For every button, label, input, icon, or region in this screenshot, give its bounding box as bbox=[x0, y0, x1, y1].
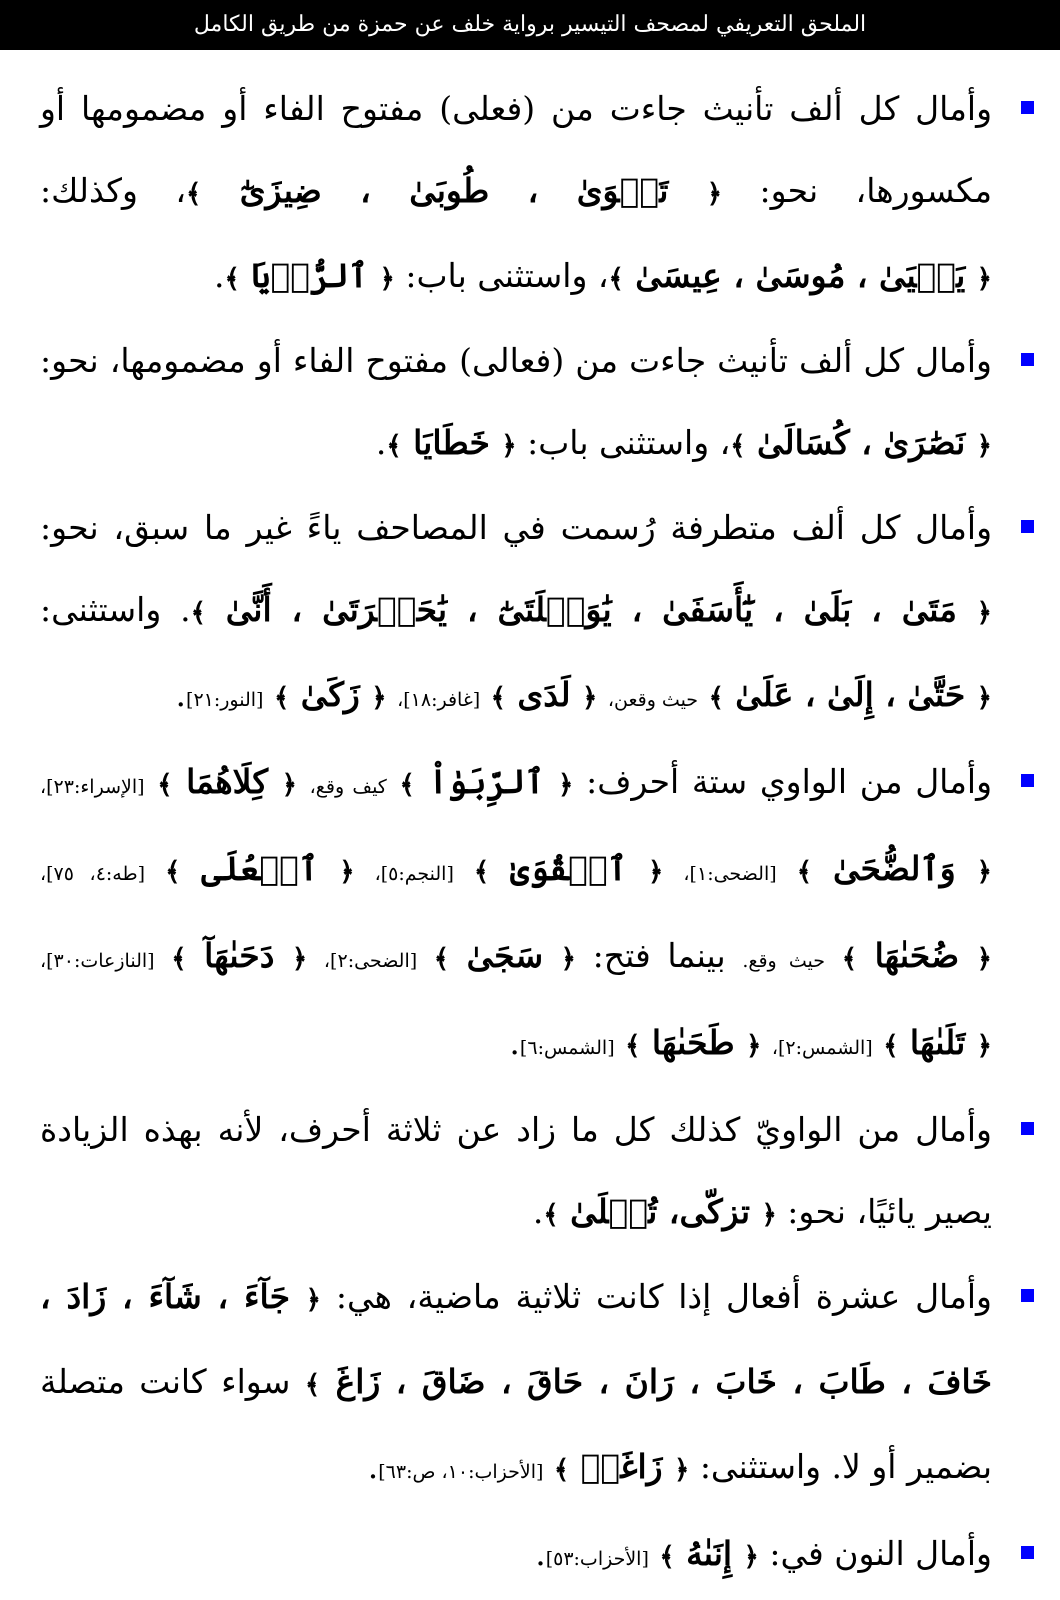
quran-words: كِلَاهُمَا bbox=[186, 762, 269, 801]
rule-text: . bbox=[213, 256, 225, 295]
quran-words: لَدَى bbox=[517, 675, 571, 714]
rule-paragraph-3 bbox=[40, 487, 992, 741]
quran-words: ٱلۡعُلَى bbox=[201, 849, 319, 888]
quran-words: ضُحَىٰهَا bbox=[874, 936, 960, 975]
quran-quote bbox=[491, 675, 598, 714]
rule-text: . bbox=[375, 423, 387, 462]
quran-words: زَاغَتۡ bbox=[580, 1447, 663, 1486]
ornament-open: ﴿ bbox=[501, 431, 517, 461]
ornament-open: ﴿ bbox=[976, 598, 993, 628]
reference-note: [الضحى:٢]، bbox=[323, 950, 418, 972]
page-header bbox=[0, 0, 1060, 50]
rule-text: . bbox=[532, 1192, 544, 1231]
quran-quote bbox=[157, 762, 297, 801]
ornament-open: ﴿ bbox=[582, 683, 598, 713]
ornament-open: ﴿ bbox=[558, 770, 574, 800]
rule-text: وأمال من الواوي ستة أحرف: bbox=[573, 762, 993, 801]
quran-quote bbox=[797, 849, 992, 888]
quran-words: نَصَٰرَىٰ ، كُسَالَىٰ bbox=[757, 423, 966, 462]
rule-text: وأمال كل ألف متطرفة رُسمت في المصاحف ياءً غير ما سبق، نحو: bbox=[40, 508, 992, 547]
quran-words: دَحَىٰهَآ bbox=[204, 936, 275, 975]
quran-words: حَتَّىٰ ، إِلَىٰ ، عَلَىٰ bbox=[735, 675, 966, 714]
quran-quote bbox=[224, 256, 394, 295]
reference-note: حيث وقع. bbox=[742, 950, 826, 972]
ornament-close: ﴾ bbox=[399, 770, 415, 800]
square-bullet-icon bbox=[1021, 774, 1034, 787]
rule-text: ، واستثنى باب: bbox=[394, 256, 609, 295]
ornament-open: ﴿ bbox=[976, 944, 992, 974]
rule-text: وأمال كل ألف تأنيث جاءت من (فعلى) مفتوح الفاء أو مضمومها أو مكسورها، نحو: bbox=[40, 89, 992, 210]
ornament-open: ﴿ bbox=[761, 1200, 777, 1230]
square-bullet-icon bbox=[1021, 353, 1034, 366]
ornament-open: ﴿ bbox=[746, 1031, 762, 1061]
quran-words: خَطَايَا bbox=[413, 423, 490, 462]
ornament-close: ﴾ bbox=[273, 683, 290, 713]
rule-text: ، وكذلك: bbox=[40, 171, 187, 210]
reference-note: [النور:٢١] bbox=[186, 689, 264, 711]
page-title: الملحق التعريفي لمصحف التيسير برواية خلف عن حمزة من طريق الكامل bbox=[193, 12, 867, 37]
quran-quote bbox=[554, 1447, 689, 1486]
rule-text: . واستثنى: bbox=[40, 590, 191, 629]
rule-paragraph-2 bbox=[40, 320, 992, 487]
quran-words: جَآءَ ، شَآءَ ، زَادَ ، خَافَ ، طَابَ ، خَابَ ، رَانَ ، حَاقَ ، ضَاقَ ، زَاغَ bbox=[40, 1277, 992, 1401]
rule-text: سواء كانت متصلة بضمير أو لا. واستثنى: bbox=[40, 1362, 992, 1486]
ornament-open: ﴿ bbox=[648, 857, 664, 887]
ornament-close: ﴾ bbox=[659, 1542, 675, 1572]
reference-note: [الشمس:٢]، bbox=[771, 1037, 873, 1059]
reference-note: [غافر:١٨]، bbox=[397, 689, 481, 711]
reference-note: [النجم:٥]، bbox=[374, 863, 454, 885]
reference-note: [النازعات:٣٠]، bbox=[40, 950, 155, 972]
quran-quote bbox=[386, 423, 516, 462]
ornament-close: ﴾ bbox=[186, 179, 202, 209]
ornament-close: ﴾ bbox=[433, 944, 450, 974]
ornament-open: ﴿ bbox=[976, 683, 992, 713]
quran-quote bbox=[625, 1023, 761, 1062]
ornament-close: ﴾ bbox=[730, 431, 746, 461]
rule-text: وأمال كل ألف تأنيث جاءت من (فعالى) مفتوح الفاء أو مضمومها، نحو: bbox=[40, 341, 992, 380]
ornament-close: ﴾ bbox=[553, 1455, 570, 1485]
ornament-open: ﴿ bbox=[976, 857, 992, 887]
rule-text: . bbox=[367, 1447, 379, 1486]
reference-note: [الضحى:١]، bbox=[683, 863, 777, 885]
rule-text: . bbox=[535, 1534, 546, 1573]
ornament-open: ﴿ bbox=[706, 179, 723, 209]
reference-note: كيف وقع، bbox=[309, 776, 387, 798]
ornament-open: ﴿ bbox=[292, 944, 308, 974]
ornament-close: ﴾ bbox=[165, 857, 181, 887]
ornament-open: ﴿ bbox=[560, 944, 577, 974]
ornament-open: ﴿ bbox=[371, 683, 387, 713]
ornament-open: ﴿ bbox=[339, 857, 355, 887]
ornament-close: ﴾ bbox=[796, 857, 812, 887]
reference-note: [الشمس:٦] bbox=[519, 1037, 615, 1059]
quran-quote bbox=[730, 423, 992, 462]
square-bullet-icon bbox=[1021, 101, 1034, 114]
ornament-close: ﴾ bbox=[171, 944, 187, 974]
quran-quote bbox=[842, 936, 992, 975]
quran-quote bbox=[400, 762, 574, 801]
ornament-close: ﴾ bbox=[386, 431, 402, 461]
quran-quote bbox=[165, 849, 354, 888]
quran-quote bbox=[434, 936, 576, 975]
rule-text: وأمال النون في: bbox=[758, 1534, 992, 1573]
ornament-close: ﴾ bbox=[625, 1031, 641, 1061]
quran-quote bbox=[186, 171, 722, 210]
ornament-close: ﴾ bbox=[543, 1200, 559, 1230]
reference-note: [طه:٤، ٧٥]، bbox=[40, 863, 146, 885]
ornament-open: ﴿ bbox=[379, 264, 395, 294]
quran-quote bbox=[474, 849, 663, 888]
quran-words: تَلَىٰهَا bbox=[909, 1023, 966, 1062]
rule-paragraph-6 bbox=[40, 1256, 992, 1513]
ornament-close: ﴾ bbox=[473, 857, 490, 887]
rule-paragraph-1 bbox=[40, 68, 992, 320]
quran-words: وَٱلضُّحَىٰ bbox=[832, 849, 956, 888]
quran-words: إِنَىٰهُ bbox=[686, 1534, 733, 1573]
square-bullet-icon bbox=[1021, 520, 1034, 533]
quran-quote bbox=[659, 1534, 758, 1573]
reference-note: [الأحزاب:٥٣] bbox=[545, 1548, 649, 1570]
quran-words: تزكّى، تُتۡلَىٰ bbox=[570, 1192, 751, 1231]
quran-words: يَحۡيَىٰ ، مُوسَىٰ ، عِيسَىٰ bbox=[635, 256, 966, 295]
ornament-open: ﴿ bbox=[305, 1285, 322, 1315]
rule-paragraph-7 bbox=[40, 1513, 992, 1600]
quran-quote bbox=[543, 1192, 776, 1231]
quran-quote bbox=[609, 256, 992, 295]
ornament-close: ﴾ bbox=[224, 264, 240, 294]
rule-text: ، واستثنى باب: bbox=[516, 423, 731, 462]
ornament-close: ﴾ bbox=[841, 944, 857, 974]
quran-quote bbox=[709, 675, 992, 714]
reference-note: حيث وقعن، bbox=[607, 689, 699, 711]
rule-text: . bbox=[509, 1023, 520, 1062]
ornament-close: ﴾ bbox=[304, 1370, 321, 1400]
reference-note: [الأحزاب:١٠، ص:٦٣] bbox=[378, 1461, 544, 1483]
ornament-close: ﴾ bbox=[708, 683, 724, 713]
quran-words: زَكَىٰ bbox=[300, 675, 360, 714]
quran-quote bbox=[274, 675, 387, 714]
ornament-open: ﴿ bbox=[976, 1031, 992, 1061]
ornament-close: ﴾ bbox=[490, 683, 506, 713]
reference-note: [الإسراء:٢٣]، bbox=[40, 776, 145, 798]
rule-text: وأمال من الواويّ كذلك كل ما زاد عن ثلاثة أحرف، لأنه بهذه الزيادة يصير يائيًا، نحو: bbox=[40, 1110, 992, 1231]
ornament-close: ﴾ bbox=[190, 598, 206, 628]
quran-words: ٱلرِّبَوٰاْ bbox=[428, 762, 545, 801]
ornament-close: ﴾ bbox=[608, 264, 624, 294]
ornament-open: ﴿ bbox=[976, 264, 992, 294]
quran-quote bbox=[171, 936, 307, 975]
ornament-open: ﴿ bbox=[281, 770, 297, 800]
document-body bbox=[0, 50, 1060, 1600]
quran-words: طَحَىٰهَا bbox=[651, 1023, 735, 1062]
rule-paragraph-4 bbox=[40, 741, 992, 1089]
quran-words: ٱلۡقُوَىٰ bbox=[510, 849, 628, 888]
rule-paragraph-5 bbox=[40, 1089, 992, 1256]
quran-quote bbox=[191, 590, 992, 629]
rule-text: وأمال عشرة أفعال إذا كانت ثلاثية ماضية، هي: bbox=[321, 1277, 992, 1316]
square-bullet-icon bbox=[1021, 1122, 1034, 1135]
rule-text: بينما فتح: bbox=[576, 936, 743, 975]
ornament-close: ﴾ bbox=[157, 770, 173, 800]
rule-text: . bbox=[175, 675, 187, 714]
ornament-open: ﴿ bbox=[743, 1542, 759, 1572]
quran-words: سَجَىٰ bbox=[466, 936, 544, 975]
ornament-open: ﴿ bbox=[976, 431, 992, 461]
quran-words: مَتَىٰ ، بَلَىٰ ، يَٰٓأَسَفَىٰ ، يَٰوَيۡلَتَىٰٓ ، يَٰحَسۡرَتَىٰ ، أَنَّىٰ bbox=[225, 590, 957, 629]
ornament-open: ﴿ bbox=[674, 1455, 690, 1485]
quran-words: تَقۡوَىٰ ، طُوبَىٰ ، ضِيزَىٰٓ bbox=[239, 171, 669, 210]
square-bullet-icon bbox=[1021, 1289, 1034, 1302]
square-bullet-icon bbox=[1021, 1546, 1034, 1559]
ornament-close: ﴾ bbox=[883, 1031, 899, 1061]
quran-words: ٱلرُّءۡيَا bbox=[251, 256, 369, 295]
quran-quote bbox=[883, 1023, 992, 1062]
